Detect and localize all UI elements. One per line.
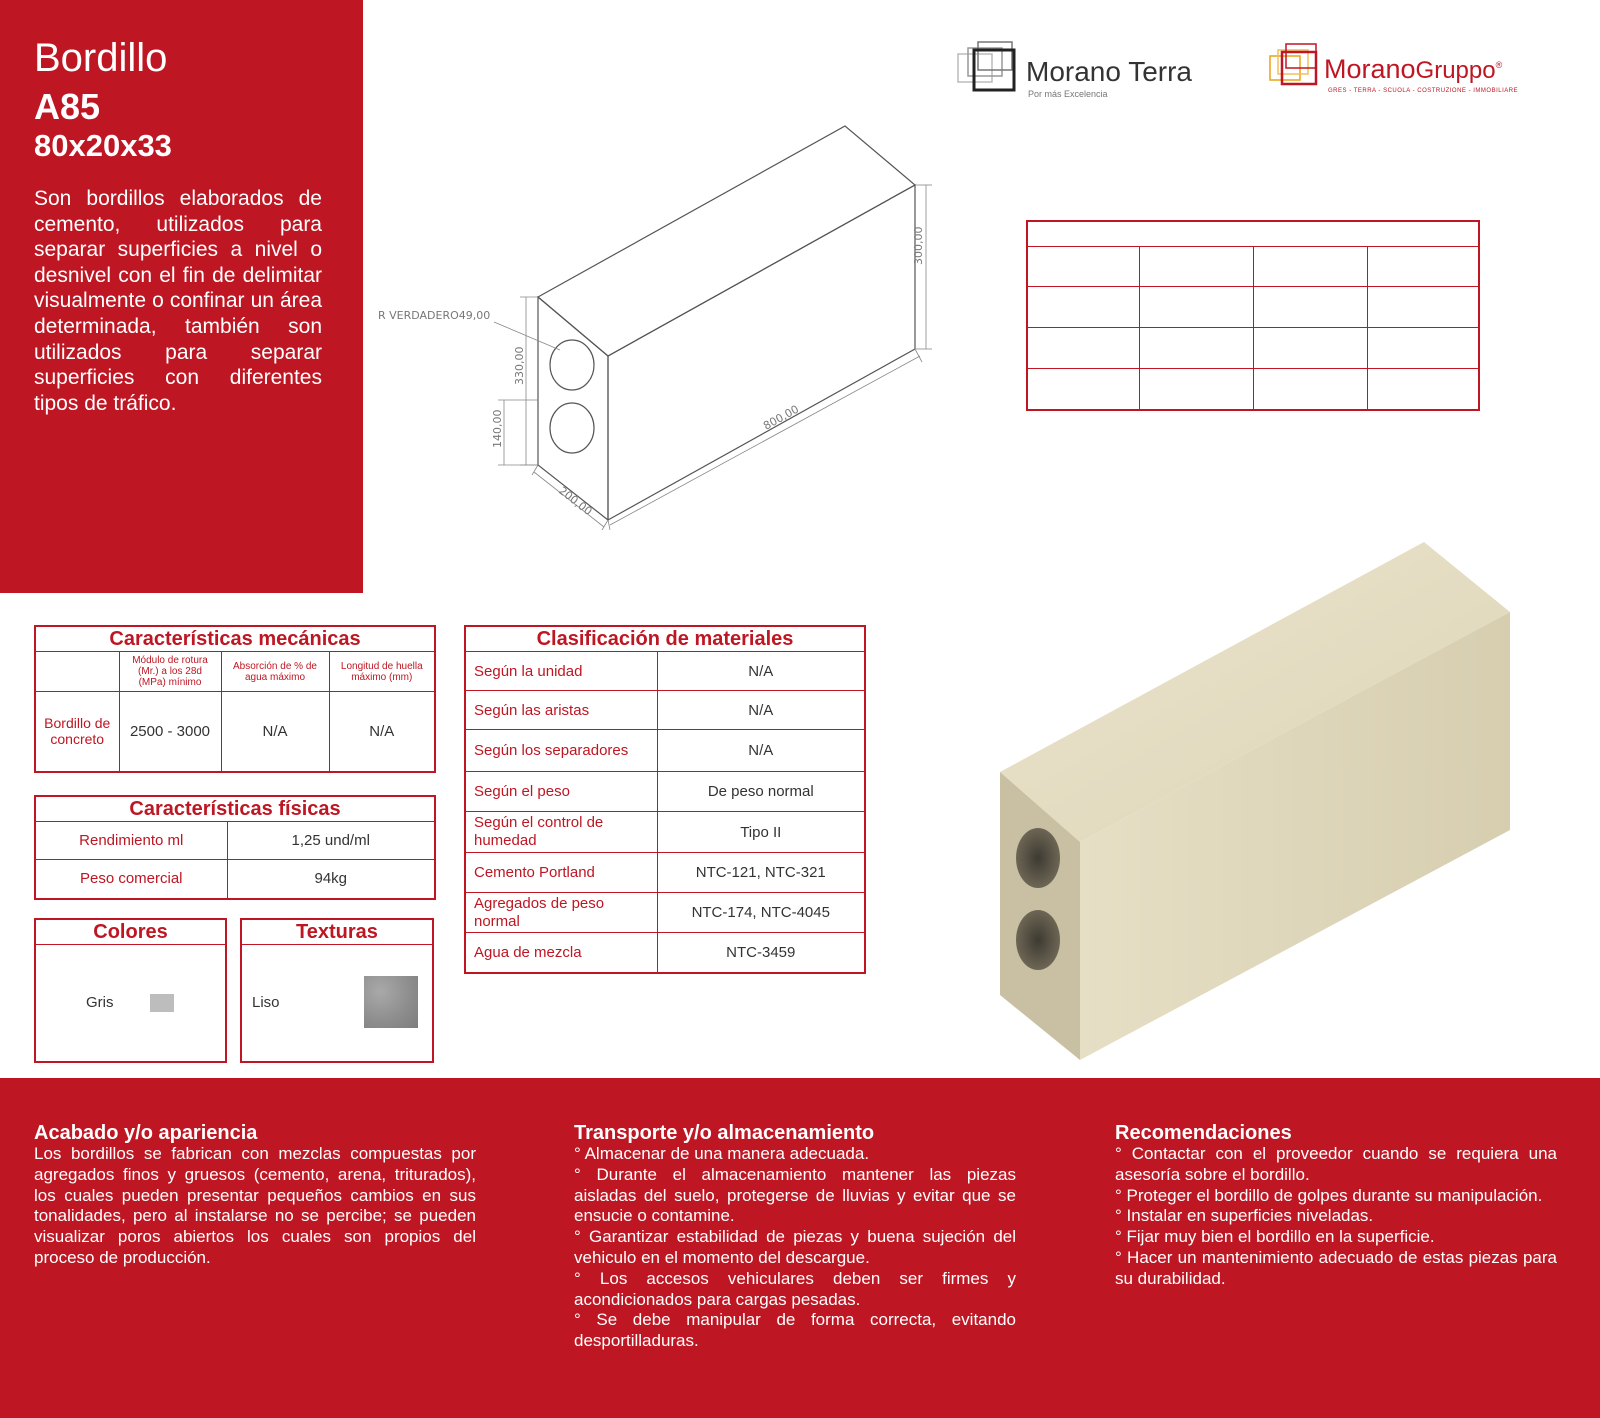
dim-radius-label: R VERDADERO49,00 (378, 309, 491, 322)
dim-330-label: 330,00 (513, 346, 526, 385)
gruppo-name-b: Gruppo (1415, 57, 1496, 84)
product-code: A85 (34, 86, 101, 127)
dim-col-nominal (1139, 247, 1253, 287)
terra-name: Morano Terra (1026, 56, 1193, 87)
dimensiones-title (1027, 221, 1479, 247)
fisicas-title: Características físicas (35, 796, 435, 822)
mec-col-huella: Longitud de huella máximo (mm) (329, 652, 435, 692)
morano-gruppo-logo (1268, 42, 1538, 102)
dim-800-label: 800,00 (761, 402, 802, 433)
product-description: Son bordillos elaborados de cemento, utilizados para separar superficies a nivel o desnivel con el fin de delimitar visualmente o confinar un área determinada, también son utilizados para separar superficies con diferentes tipos de tráfico. (34, 187, 322, 415)
acabado-title: Acabado y/o apariencia (34, 1122, 258, 1144)
table-row: Según los separadores N/A (465, 730, 865, 772)
mec-header-empty (35, 652, 119, 692)
dim-col-real (1367, 247, 1479, 287)
gruppo-name (1324, 54, 1502, 85)
list-item: ° Los accesos vehiculares deben ser firmes y acondicionados para cargas pesadas. (574, 1268, 1016, 1309)
dim-col-estandar (1253, 247, 1367, 287)
gruppo-name-a: Morano (1324, 54, 1416, 84)
dim-300-label: 300,00 (912, 226, 925, 265)
list-item: ° Se debe manipular de forma correcta, evitando desportilladuras. (574, 1310, 1016, 1351)
list-item: ° Proteger el bordillo de golpes durante su manipulación. (1115, 1185, 1543, 1205)
morano-terra-logo (956, 36, 1226, 102)
table-row: Cemento Portland NTC-121, NTC-321 (465, 853, 865, 893)
list-item: ° Fijar muy bien el bordillo en la superficie. (1115, 1227, 1435, 1247)
footer-panel (0, 1078, 1600, 1418)
technical-drawing (370, 110, 950, 530)
table-row: Agregados de peso normal NTC-174, NTC-4045 (465, 893, 865, 933)
transporte-section (574, 1122, 1016, 1352)
title-panel (0, 0, 363, 593)
list-item: ° Almacenar de una manera adecuada. (574, 1144, 870, 1163)
list-item: ° Durante el almacenamiento mantener las piezas aisladas del suelo, protegerse de lluvias y evitar que se ensucie o contamine. (574, 1164, 1016, 1226)
table-row: Agua de mezcla NTC-3459 (465, 933, 865, 973)
texturas-box (240, 918, 434, 1063)
terra-tagline: Por más Excelencia (1028, 89, 1108, 99)
dim-140-label: 140,00 (491, 409, 504, 448)
texturas-title: Texturas (242, 920, 432, 945)
table-row: Bordillo de concreto 2500 - 3000 N/A N/A (35, 692, 435, 772)
table-row: Peso comercial 94kg (35, 860, 435, 899)
fisicas-table (34, 795, 436, 900)
mec-col-rotura: Módulo de rotura (Mr.) a los 28d (MPa) mínimo (119, 652, 221, 692)
dimensiones-table (1026, 220, 1480, 411)
recomendaciones-title: Recomendaciones (1115, 1122, 1292, 1144)
clasificacion-table (464, 625, 866, 974)
texture-label: Liso (252, 994, 280, 1011)
table-row (1027, 287, 1479, 328)
product-name: Bordillo (34, 36, 168, 80)
transporte-title: Transporte y/o almacenamiento (574, 1122, 875, 1144)
texture-swatch (364, 976, 418, 1028)
list-item: ° Hacer un mantenimiento adecuado de estas piezas para su durabilidad. (1115, 1247, 1557, 1288)
recomendaciones-section (1115, 1122, 1557, 1290)
table-row (1027, 328, 1479, 369)
gruppo-reg: ® (1495, 60, 1503, 70)
mec-col-absorcion: Absorción de % de agua máximo (221, 652, 329, 692)
clasificacion-title: Clasificación de materiales (465, 626, 865, 652)
dim-200-label: 200,00 (556, 484, 595, 519)
colores-title: Colores (36, 920, 225, 945)
gray-swatch (150, 994, 174, 1012)
list-item: ° Contactar con el proveedor cuando se requiera una asesoría sobre el bordillo. (1115, 1144, 1557, 1184)
table-row: Según el control de humedad Tipo II (465, 812, 865, 853)
list-item: ° Instalar en superficies niveladas. (1115, 1206, 1374, 1226)
table-row: Según el peso De peso normal (465, 772, 865, 812)
dim-header-empty (1027, 247, 1139, 287)
acabado-text: Los bordillos se fabrican con mezclas compuestas por agregados finos y gruesos (cemento, arena, triturados), los cuales pueden presentar pequeños cambios en sus tonalidades, pero al instalarse no se percibe; se pueden visualizar poros abiertos los cuales son propios del proceso de producción. (34, 1144, 476, 1267)
product-render (990, 540, 1530, 1060)
product-size: 80x20x33 (34, 128, 172, 163)
acabado-section (34, 1122, 476, 1269)
color-label: Gris (86, 994, 114, 1011)
terra-squares-icon (956, 36, 1036, 96)
table-row: Según la unidad N/A (465, 652, 865, 691)
colores-box (34, 918, 227, 1063)
mecanicas-table (34, 625, 436, 773)
gruppo-tagline: GRES - TERRA - SCUOLA - COSTRUZIONE - IMMOBILIARE (1328, 88, 1519, 94)
table-row (1027, 369, 1479, 410)
list-item: ° Garantizar estabilidad de piezas y buena sujeción del vehiculo en el momento del descargue. (574, 1227, 1016, 1267)
mecanicas-title: Características mecánicas (35, 626, 435, 652)
table-row: Según las aristas N/A (465, 691, 865, 730)
table-row: Rendimiento ml 1,25 und/ml (35, 822, 435, 860)
